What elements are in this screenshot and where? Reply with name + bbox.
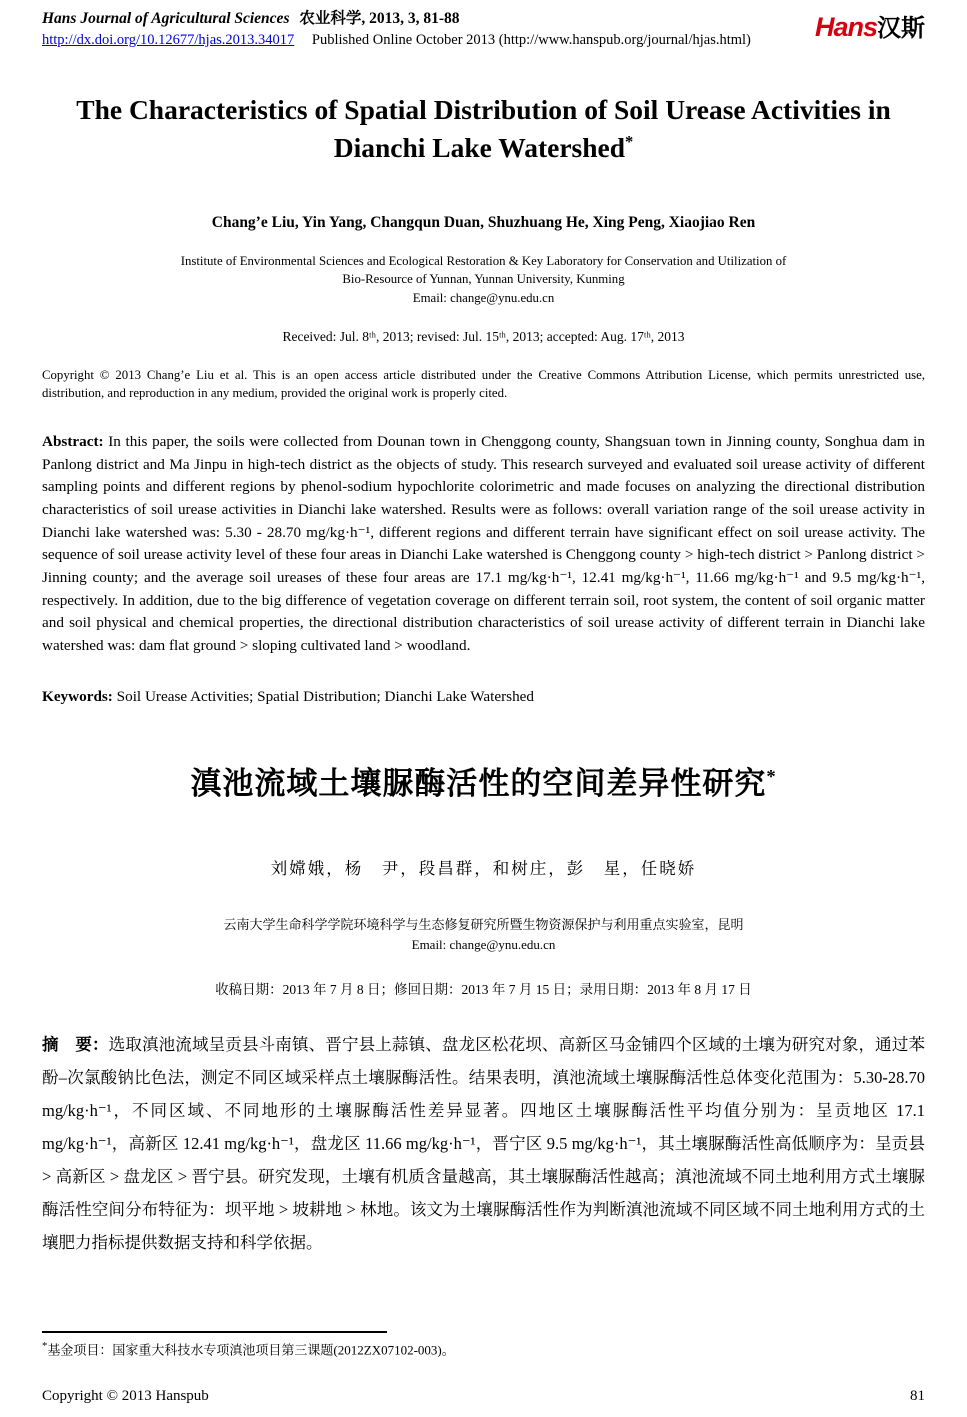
hans-logo-en: Hans: [814, 12, 877, 42]
paper-title-en-text: The Characteristics of Spatial Distribution of Soil Urease Activities in Dianchi Lake Watershed: [76, 94, 891, 163]
footer-copyright: Copyright © 2013 Hanspub: [42, 1388, 209, 1404]
abstract-cn-text: 选取滇池流域呈贡县斗南镇、晋宁县上蒜镇、盘龙区松花坝、高新区马金铺四个区域的土壤为研究对象，通过苯酚–次氯酸钠比色法，测定不同区域采样点土壤脲酶活性。结果表明，滇池流域土壤脲酶活性总体变化范围为：5.30-28.70 mg/kg·h⁻¹，不同区域、不同地形的土壤脲酶活性差异显著。四地区土壤脲酶活性平均值分别为：呈贡地区 17.1 mg/kg·h⁻¹，高新区 12.41 mg/kg·h⁻¹，盘龙区 11.66 mg/kg·h⁻¹，晋宁区 9.5 mg/kg·h⁻¹，其土壤脲酶活性高低顺序为：呈贡县 > 高新区 > 盘龙区 > 晋宁县。研究发现，土壤有机质含量越高，其土壤脲酶活性越高；滇池流域不同土地利用方式土壤脲酶活性空间分布特征为：坝平地 > 坡耕地 > 林地。该文为土壤脲酶活性作为判断滇池流域不同区域不同土地利用方式的土壤肥力指标提供数据支持和科学依据。: [42, 1035, 926, 1253]
footnote-text: 基金项目：国家重大科技水专项滇池项目第三课题(2012ZX07102-003)。: [47, 1342, 455, 1358]
affiliation-line2: Bio-Resource of Yunnan, Yunnan University, Kunming: [342, 272, 625, 287]
abstract-label: Abstract:: [42, 433, 104, 451]
page-footer: [42, 1388, 925, 1405]
hans-logo: [815, 8, 925, 43]
affiliation-cn: [42, 915, 925, 957]
abstract-cn: [42, 1028, 925, 1259]
paper-title-en: [42, 91, 925, 165]
affiliation-line1: Institute of Environmental Sciences and Ecological Restoration & Key Laboratory for Conservation and Utilization of: [180, 253, 787, 268]
header-left: [42, 8, 815, 51]
hans-logo-cn: 汉斯: [877, 15, 925, 42]
paper-title-cn-text: 滇池流域土壤脲酶活性的空间差异性研究: [190, 765, 767, 801]
title-asterisk: *: [625, 131, 634, 151]
abstract-text: In this paper, the soils were collected from Dounan town in Chenggong county, Shangsuan town in Jinning county, Songhua dam in Panlong district and Ma Jinpu in high-tech district as the objects of study. This research surveyed and evaluated soil urease activity of different sampling points and different regions by phenol-sodium hypochlorite colorimetric and made focuses on analyzing the directional distribution characteristics of soil urease activities in Dianchi lake watershed. Results were as follows: overall variation range of the soil urease activity in Dianchi lake watershed was: 5.30 - 28.70 mg/kg·h⁻¹, different regions and different terrain have significant effect on soil urease activity. The sequence of soil urease activity level of these four areas in Dianchi Lake watershed is Chenggong county > high-tech district > Panlong district > Jinning county; and the average soil ureases of these four areas are 17.1 mg/kg·h⁻¹, 12.41 mg/kg·h⁻¹, 11.66 mg/kg·h⁻¹ and 9.5 mg/kg·h⁻¹, respectively. In addition, due to the big difference of vegetation coverage on different terrain soil, root system, the content of soil organic matter and soil physical and chemical properties, the directional distribution characteristics of soil urease activity of different terrain in Dianchi lake watershed was: dam flat ground > sloping cultivated land > woodland.: [42, 433, 925, 654]
page-header: [42, 8, 925, 51]
paper-title-cn: [42, 758, 925, 803]
cn-title-asterisk: *: [766, 766, 777, 788]
affiliation-en: [42, 252, 925, 308]
footnote-asterisk: *: [42, 1340, 48, 1353]
footnote: [42, 1338, 925, 1360]
received-dates-cn: 收稿日期：2013 年 7 月 8 日；修回日期：2013 年 7 月 15 日；录用日期：2013 年 8 月 17 日: [215, 982, 752, 998]
doi-link[interactable]: http://dx.doi.org/10.12677/hjas.2013.34017: [42, 31, 295, 48]
copyright-notice: Copyright © 2013 Chang’e Liu et al. This is an open access article distributed under the Creative Commons Attribution License, which permits unrestricted use, distribution, and reproduction in any medium, provided the original work is properly cited.: [42, 368, 925, 401]
page-bottom: [42, 1331, 925, 1405]
keywords-label: Keywords:: [42, 687, 113, 705]
published-info: Published Online October 2013 (http://www.hanspub.org/journal/hjas.html): [311, 31, 751, 48]
abstract-cn-label: 摘 要：: [42, 1035, 109, 1055]
authors-en: Chang’e Liu, Yin Yang, Changqun Duan, Shuzhuang He, Xing Peng, Xiaojiao Ren: [211, 213, 756, 231]
affiliation-cn-line: 云南大学生命科学学院环境科学与生态修复研究所暨生物资源保护与利用重点实验室，昆明: [223, 916, 744, 932]
footnote-divider: [42, 1331, 387, 1333]
email-cn: Email: change@ynu.edu.cn: [411, 937, 556, 953]
page-number: 81: [910, 1388, 925, 1404]
keywords-en: [42, 688, 925, 706]
journal-name-en: Hans Journal of Agricultural Sciences: [42, 10, 290, 27]
email-en: Email: change@ynu.edu.cn: [412, 290, 555, 305]
doi-line: [42, 30, 815, 52]
received-dates-en: Received: Jul. 8ᵗʰ, 2013; revised: Jul. 15ᵗʰ, 2013; accepted: Aug. 17ᵗʰ, 2013: [282, 329, 685, 345]
authors-cn: 刘嫦娥，杨 尹，段昌群，和树庄，彭 星，任晓娇: [270, 858, 697, 878]
keywords-text: Soil Urease Activities; Spatial Distribution; Dianchi Lake Watershed: [112, 687, 534, 705]
journal-line: [42, 8, 815, 30]
journal-name-cn: 农业科学, 2013, 3, 81-88: [299, 10, 460, 27]
abstract-en: [42, 431, 925, 657]
